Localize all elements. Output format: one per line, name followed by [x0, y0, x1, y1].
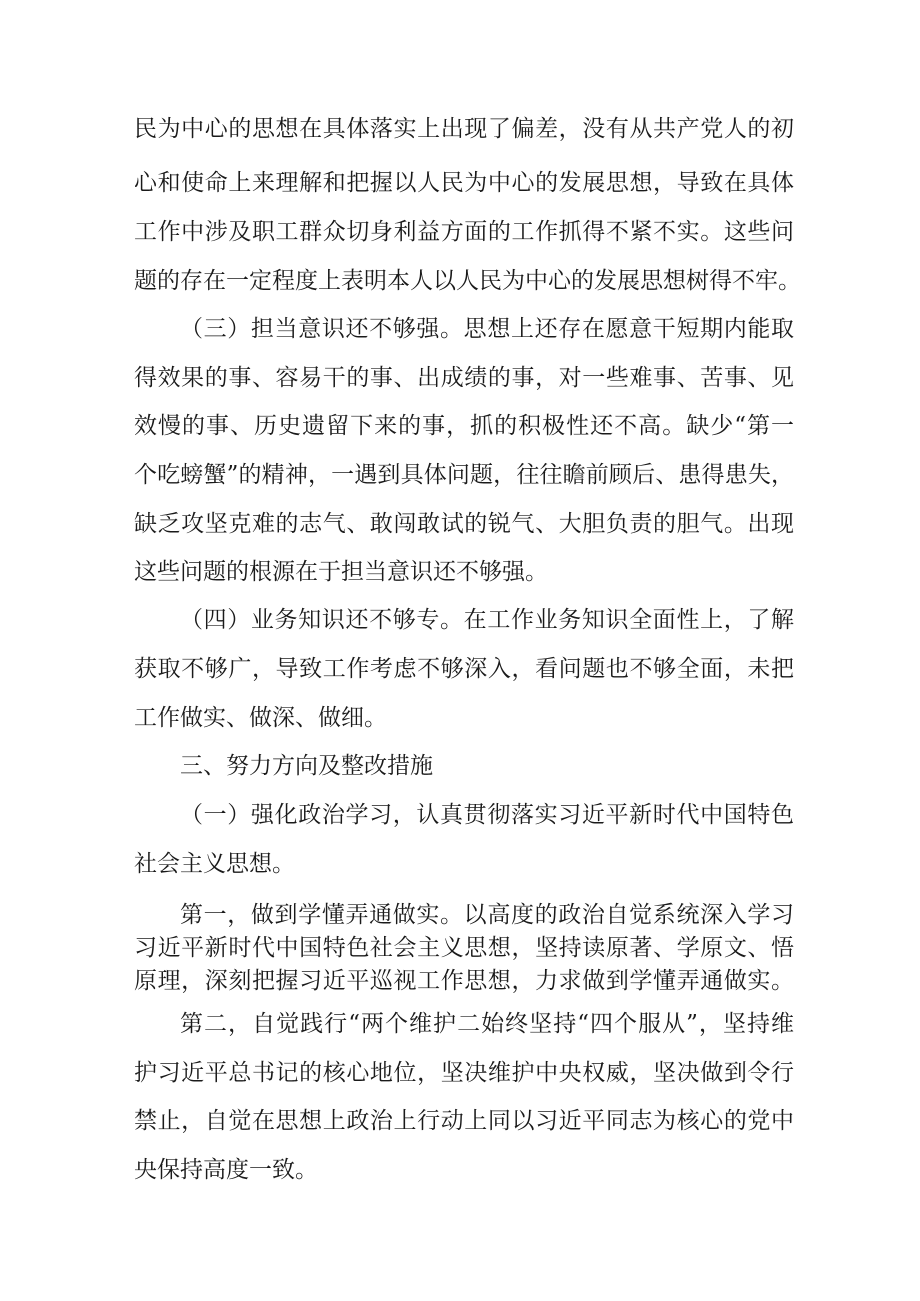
text-line: 缺乏攻坚克难的志气、敢闯敢试的锐气、大胆负责的胆气。出现 [134, 511, 794, 537]
text-line: 效慢的事、历史遗留下来的事，抓的积极性还不高。缺少“第一 [134, 413, 794, 439]
text-line: 心和使命上来理解和把握以人民为中心的发展思想，导致在具体 [134, 170, 794, 196]
text-line: 央保持高度一致。 [134, 1157, 318, 1183]
section-heading-3: （三）担当意识还不够强。思想上还存在愿意干短期内能取 [180, 316, 794, 342]
section-heading-4: （四）业务知识还不够专。在工作业务知识全面性上，了解 [180, 607, 794, 633]
text-line: 工作中涉及职工群众切身利益方面的工作抓得不紧不实。这些问 [134, 219, 794, 245]
text-line: 题的存在一定程度上表明本人以人民为中心的发展思想树得不牢。 [134, 268, 801, 294]
text-line: 这些问题的根源在于担当意识还不够强。 [134, 559, 548, 585]
text-line: 原理，深刻把握习近平巡视工作思想，力求做到学懂弄通做实。 [134, 968, 794, 994]
paragraph-first: 第一，做到学懂弄通做实。以高度的政治自觉系统深入学习 [180, 902, 794, 928]
text-line: 个吃螃蟹”的精神，一遇到具体问题，往往瞻前顾后、患得患失， [134, 462, 794, 488]
text-line: 护习近平总书记的核心地位，坚决维护中央权威，坚决做到令行 [134, 1060, 794, 1086]
text-line: 民为中心的思想在具体落实上出现了偏差，没有从共产党人的初 [134, 116, 794, 142]
paragraph-second: 第二，自觉践行“两个维护二始终坚持“四个服从”，坚持维 [180, 1011, 794, 1037]
text-line: 禁止，自觉在思想上政治上行动上同以习近平同志为核心的党中 [134, 1108, 794, 1134]
subsection-heading-1: （一）强化政治学习，认真贯彻落实习近平新时代中国特色 [180, 802, 794, 828]
text-line: 习近平新时代中国特色社会主义思想，坚持读原著、学原文、悟 [134, 935, 794, 961]
text-line: 得效果的事、容易干的事、出成绩的事，对一些难事、苦事、见 [134, 365, 794, 391]
text-line: 工作做实、做深、做细。 [134, 705, 387, 731]
text-line: 获取不够广，导致工作考虑不够深入，看问题也不够全面，未把 [134, 656, 794, 682]
text-line: 社会主义思想。 [134, 851, 295, 877]
chapter-heading: 三、努力方向及整改措施 [180, 753, 433, 779]
